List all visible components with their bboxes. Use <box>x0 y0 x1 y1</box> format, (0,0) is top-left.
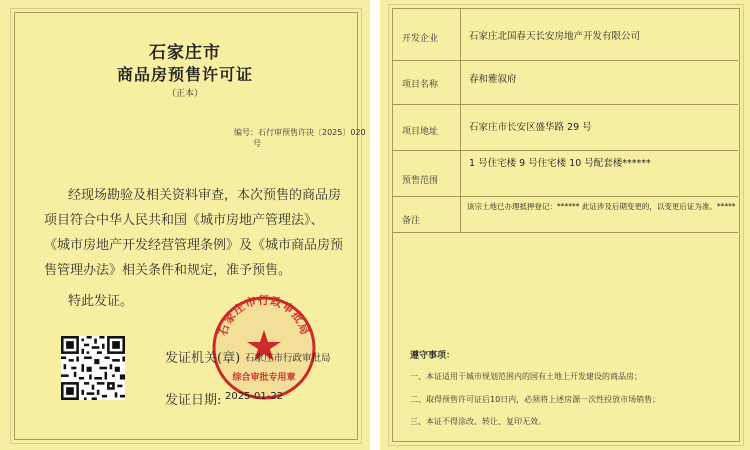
certificate-number <box>234 127 366 138</box>
body-line: 《城市房地产开发经营管理条例》及《城市商品房预 <box>44 238 344 253</box>
developer-value: 石家庄北国春天长安房地产开发有限公司 <box>469 31 641 42</box>
row-label: 备注 <box>402 216 421 226</box>
copy-type: （正本） <box>166 89 203 99</box>
table-rule <box>392 104 738 105</box>
document-title: 商品房预售许可证 <box>116 65 253 84</box>
certificate-front-page <box>0 0 370 450</box>
table-rule <box>392 232 738 233</box>
remarks-value: 该宗土地已办理抵押登记：****** 此证涉及后期变更的，以变更后证为准。***** <box>467 202 736 211</box>
authority-label: 发证机关(章) <box>165 351 241 366</box>
qr-code <box>61 336 125 400</box>
row-label: 预售范围 <box>402 176 439 186</box>
table-divider <box>460 8 461 232</box>
presale-scope-value: 1 号住宅楼 9 号住宅楼 10 号配套楼****** <box>469 158 651 169</box>
note-item: 二、取得预售许可证后10日内，必须将上述房源一次性投放市场销售； <box>410 395 661 404</box>
svg-text:综合审批专用章: 综合审批专用章 <box>232 373 296 383</box>
body-line: 售管理办法》相关条件和规定，准予预售。 <box>44 263 292 278</box>
note-item: 三、本证不得涂改、转让、复印无效。 <box>410 417 546 426</box>
table-rule <box>392 150 738 151</box>
notes-title: 遵守事项： <box>410 351 456 361</box>
certification-line: 特此发证。 <box>68 294 134 309</box>
body-line: 经现场勘验及相关资料审查，本次预售的商品房 <box>68 188 342 203</box>
certificate-details-page <box>380 0 750 450</box>
row-label: 项目地址 <box>402 127 439 137</box>
svg-text:石家庄市行政审批局: 石家庄市行政审批局 <box>216 294 312 338</box>
row-label: 项目名称 <box>402 80 439 90</box>
row-label: 开发企业 <box>402 34 439 44</box>
project-name-value: 春和雅叙府 <box>469 74 517 85</box>
authority-value: 石家庄市行政审批局 <box>245 353 331 364</box>
certificate-number-cont: 号 <box>253 139 261 148</box>
issue-date-label: 发证日期: <box>165 393 222 408</box>
note-item: 一、本证适用于城市规划范围内的国有土地上开发建设的商品房； <box>410 372 642 381</box>
city-title: 石家庄市 <box>149 43 221 63</box>
project-address-value: 石家庄市长安区盛华路 29 号 <box>469 122 592 133</box>
table-rule <box>392 60 738 61</box>
number-label: 编号： <box>234 128 258 137</box>
issue-date-value: 2025-01-22 <box>225 391 284 402</box>
body-line: 项目符合中华人民共和国《城市房地产管理法》、 <box>44 213 324 228</box>
table-rule <box>392 196 738 197</box>
number-value: 石行审预售许决〔2025〕020 <box>258 128 366 137</box>
